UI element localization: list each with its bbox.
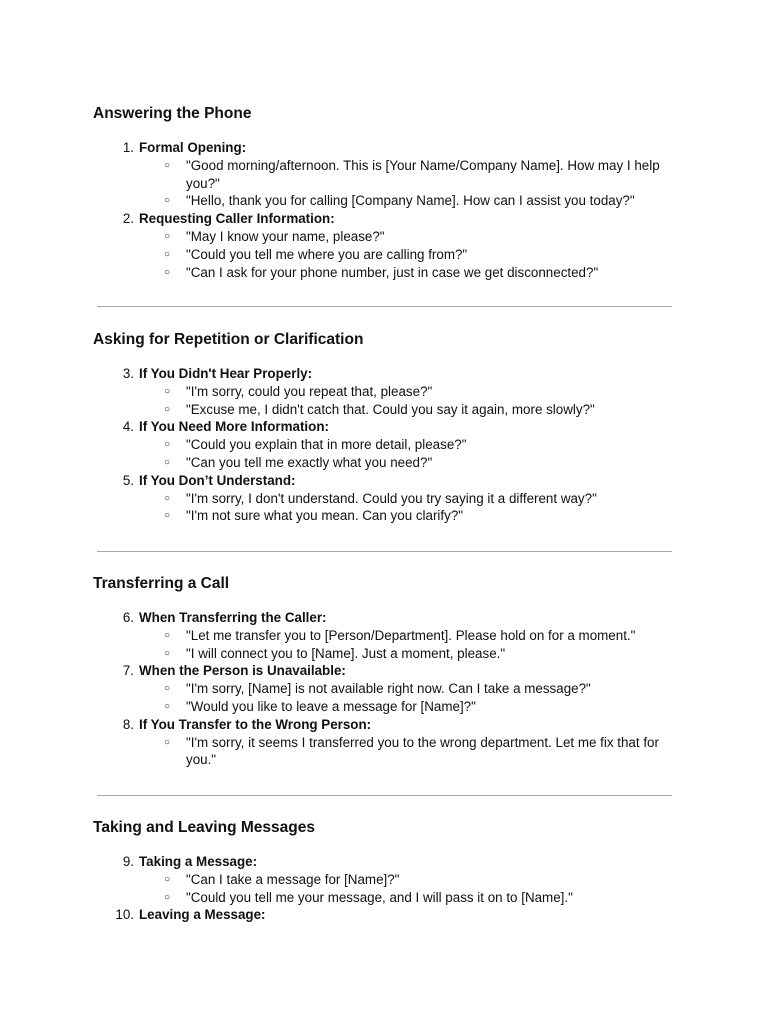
- bullet-text: "Could you explain that in more detail, please?": [186, 437, 467, 453]
- list-item: [0, 418, 768, 471]
- section-divider: [97, 795, 672, 796]
- section-list-transferring: [0, 609, 768, 769]
- bullet-text: "Let me transfer you to [Person/Department]. Please hold on for a moment.": [186, 627, 636, 643]
- bullet-text: "I'm sorry, [Name] is not available right now. Can I take a message?": [186, 681, 591, 697]
- list-item: [0, 662, 768, 715]
- hollow-bullet-icon: ○: [163, 700, 171, 712]
- hollow-bullet-icon: ○: [163, 248, 171, 260]
- bullet-item: [0, 490, 674, 508]
- item-label: Taking a Message:: [139, 854, 258, 869]
- item-number: 5.: [122, 472, 134, 488]
- bullet-text: "Can you tell me exactly what you need?": [186, 454, 433, 470]
- bullet-item: [0, 246, 674, 264]
- hollow-bullet-icon: ○: [163, 629, 171, 641]
- list-item: [0, 365, 768, 418]
- bullet-text: "Could you tell me where you are calling from?": [186, 246, 468, 262]
- bullet-text: "I'm sorry, I don't understand. Could you try saying it a different way?": [186, 490, 597, 506]
- bullet-item: [0, 436, 674, 454]
- list-item: [0, 139, 768, 210]
- item-label: If You Didn't Hear Properly:: [139, 366, 313, 381]
- list-item: [0, 716, 768, 769]
- bullet-text: "I will connect you to [Name]. Just a moment, please.": [186, 645, 506, 661]
- list-item: [0, 609, 768, 662]
- bullet-text: "Would you like to leave a message for [Name]?": [186, 698, 476, 714]
- bullet-item: [0, 454, 674, 472]
- section-divider: [97, 551, 672, 552]
- bullet-item: [0, 627, 674, 645]
- item-number: 1.: [122, 140, 134, 155]
- hollow-bullet-icon: ○: [163, 873, 171, 885]
- bullet-text: "I'm sorry, could you repeat that, please?": [186, 383, 433, 399]
- bullet-text: "Hello, thank you for calling [Company Name]. How can I assist you today?": [186, 193, 635, 209]
- section-title-transferring: Transferring a Call: [93, 575, 230, 592]
- bullet-item: [0, 698, 674, 716]
- section-list-messages: [0, 853, 768, 924]
- item-number: 9.: [122, 854, 134, 869]
- bullet-item: [0, 507, 674, 525]
- bullet-text: "I'm sorry, it seems I transferred you to the wrong department. Let me fix that for you.": [186, 734, 659, 768]
- item-label: If You Transfer to the Wrong Person:: [139, 716, 372, 732]
- item-number: 10.: [115, 907, 134, 923]
- hollow-bullet-icon: ○: [163, 266, 171, 278]
- item-number: 8.: [122, 716, 134, 732]
- section-list-repetition: [0, 365, 768, 525]
- list-item: [0, 210, 768, 281]
- bullet-text: "Could you tell me your message, and I will pass it on to [Name].": [186, 889, 573, 905]
- hollow-bullet-icon: ○: [163, 891, 171, 903]
- item-number: 4.: [122, 419, 134, 435]
- hollow-bullet-icon: ○: [163, 456, 171, 468]
- bullet-text: "Can I ask for your phone number, just in case we get disconnected?": [186, 264, 599, 280]
- section-title-messages: Taking and Leaving Messages: [93, 819, 315, 836]
- item-label: Requesting Caller Information:: [139, 211, 335, 227]
- item-number: 2.: [122, 211, 134, 227]
- hollow-bullet-icon: ○: [163, 230, 171, 242]
- bullet-item: [0, 889, 674, 907]
- hollow-bullet-icon: ○: [163, 647, 171, 659]
- hollow-bullet-icon: ○: [163, 492, 171, 504]
- hollow-bullet-icon: ○: [163, 403, 171, 415]
- list-item: [0, 472, 768, 525]
- bullet-text: "Excuse me, I didn't catch that. Could you say it again, more slowly?": [186, 401, 595, 417]
- hollow-bullet-icon: ○: [163, 683, 171, 695]
- section-title-answering: Answering the Phone: [93, 105, 252, 122]
- item-label: Leaving a Message:: [139, 907, 266, 923]
- hollow-bullet-icon: ○: [163, 385, 171, 397]
- list-item: [0, 906, 768, 924]
- item-number: 6.: [122, 610, 134, 625]
- hollow-bullet-icon: ○: [163, 736, 171, 748]
- bullet-item: [0, 228, 674, 246]
- bullet-item: [0, 157, 674, 193]
- hollow-bullet-icon: ○: [163, 159, 171, 171]
- item-label: When the Person is Unavailable:: [139, 663, 346, 679]
- bullet-text: "Good morning/afternoon. This is [Your Name/Company Name]. How may I help you?": [186, 157, 660, 191]
- bullet-item: [0, 383, 674, 401]
- bullet-item: [0, 680, 674, 698]
- bullet-text: "I'm not sure what you mean. Can you clarify?": [186, 508, 464, 524]
- bullet-text: "Can I take a message for [Name]?": [186, 871, 400, 887]
- bullet-item: [0, 401, 674, 419]
- hollow-bullet-icon: ○: [163, 195, 171, 207]
- section-title-repetition: Asking for Repetition or Clarification: [93, 331, 364, 348]
- hollow-bullet-icon: ○: [163, 510, 171, 522]
- bullet-text: "May I know your name, please?": [186, 228, 385, 244]
- list-item: [0, 853, 768, 906]
- item-number: 7.: [122, 663, 134, 679]
- section-list-answering: [0, 139, 768, 281]
- section-divider: [97, 306, 672, 307]
- item-label: Formal Opening:: [139, 140, 247, 155]
- bullet-item: [0, 264, 674, 282]
- item-label: If You Don’t Understand:: [139, 472, 296, 488]
- bullet-item: [0, 734, 674, 770]
- bullet-item: [0, 871, 674, 889]
- hollow-bullet-icon: ○: [163, 439, 171, 451]
- item-label: If You Need More Information:: [139, 419, 329, 435]
- item-label: When Transferring the Caller:: [139, 610, 327, 625]
- item-number: 3.: [122, 366, 134, 381]
- bullet-item: [0, 645, 674, 663]
- bullet-item: [0, 192, 674, 210]
